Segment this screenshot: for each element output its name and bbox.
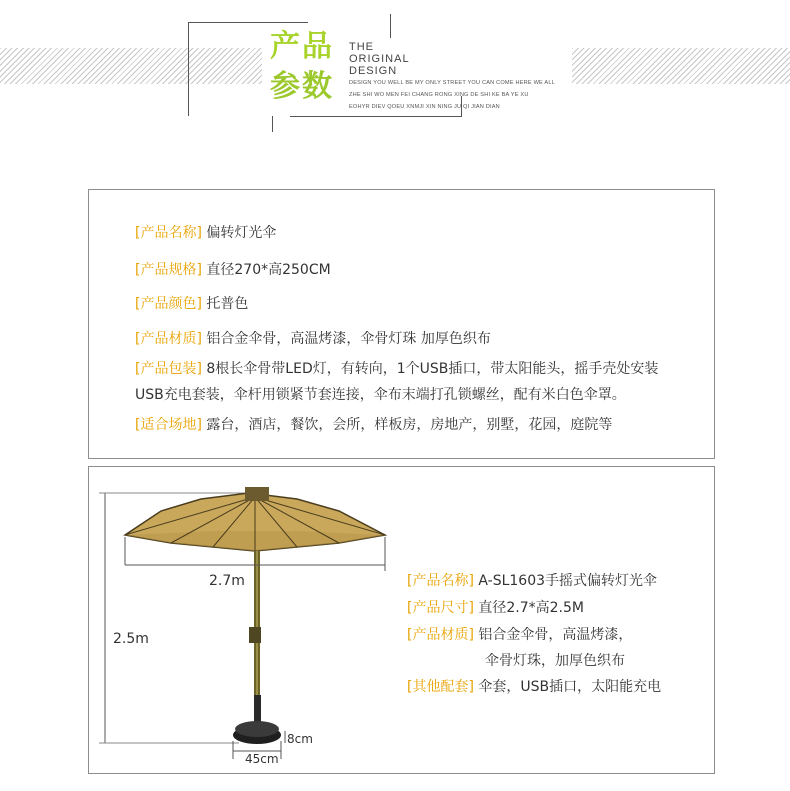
product-label: [产品名称]	[407, 573, 474, 589]
product-material-row	[407, 625, 632, 645]
header-en-line2: ORIGINAL	[349, 53, 410, 65]
spec-name-row	[135, 223, 276, 243]
spec-material-row	[135, 329, 491, 349]
product-value: 铝合金伞骨，高温烤漆，	[478, 627, 633, 643]
header-small-line3: EOHYR DIEV QOEU XNMJI XIN NING JU QI JIAN DIAN	[349, 104, 500, 110]
spec-label: [适合场地]	[135, 417, 202, 433]
header-frame-line	[188, 22, 189, 116]
header-frame-line	[188, 22, 308, 23]
base-height-label: 8cm	[287, 732, 313, 746]
header-en-line1: THE	[349, 41, 374, 53]
product-box	[88, 466, 715, 774]
product-value: 伞套，USB插口，太阳能充电	[478, 679, 662, 695]
spec-size-row	[135, 260, 331, 280]
spec-package-row	[135, 359, 658, 379]
header-small-line1: DESIGN YOU WELL BE MY ONLY STREET YOU CAN COME HERE WE ALL	[349, 80, 555, 86]
header-title-line2: 参数	[270, 69, 334, 104]
header-frame-line	[272, 116, 273, 132]
spec-value: 8根长伞骨带LED灯，有转向，1个USB插口，带太阳能头，摇手壳处安装	[206, 361, 659, 377]
product-name-row	[407, 571, 657, 591]
header-small-line2: ZHE SHI WO MEN FEI CHANG RONG XING DE SHI KE BA YE XU	[349, 92, 529, 98]
product-label: [产品尺寸]	[407, 600, 474, 616]
width-dimension-label: 2.7m	[209, 573, 245, 589]
product-value: 直径2.7*高2.5M	[478, 600, 584, 616]
product-label: [产品材质]	[407, 627, 474, 643]
spec-value: 露台，酒店，餐饮，会所，样板房，房地产，别墅，花园，庭院等	[206, 417, 613, 433]
spec-label: [产品材质]	[135, 331, 202, 347]
header-title-line1: 产品	[270, 29, 334, 64]
product-extras-row	[407, 677, 661, 697]
spec-label: [产品颜色]	[135, 296, 202, 312]
height-dimension-label: 2.5m	[113, 631, 149, 647]
spec-value: 偏转灯光伞	[206, 225, 277, 241]
product-size-row	[407, 598, 584, 618]
spec-package-row-cont	[135, 385, 626, 405]
product-label: [其他配套]	[407, 679, 474, 695]
spec-label: [产品名称]	[135, 225, 202, 241]
spec-value: 托普色	[206, 296, 249, 312]
base-width-label: 45cm	[245, 752, 279, 766]
header-en-line3: DESIGN	[349, 65, 398, 77]
header-hatch-right	[572, 48, 790, 84]
spec-label: [产品包装]	[135, 361, 202, 377]
header-hatch-left	[0, 48, 262, 84]
spec-label: [产品规格]	[135, 262, 202, 278]
spec-value: 铝合金伞骨，高温烤漆，伞骨灯珠 加厚色织布	[206, 331, 491, 347]
umbrella-illustration	[89, 467, 714, 773]
product-value: A-SL1603手摇式偏转灯光伞	[478, 573, 658, 589]
spec-value: 直径270*高250CM	[206, 262, 331, 278]
product-material-row-cont: 伞骨灯珠，加厚色织布	[485, 653, 625, 669]
spec-value: USB充电套装，伞杆用锁紧节套连接，伞布末端打孔锁螺丝，配有米白色伞罩。	[135, 387, 626, 403]
spec-box	[88, 189, 715, 459]
header-frame-line	[290, 116, 462, 117]
header-frame-line	[390, 14, 391, 38]
spec-venue-row	[135, 415, 612, 435]
spec-color-row	[135, 294, 248, 314]
